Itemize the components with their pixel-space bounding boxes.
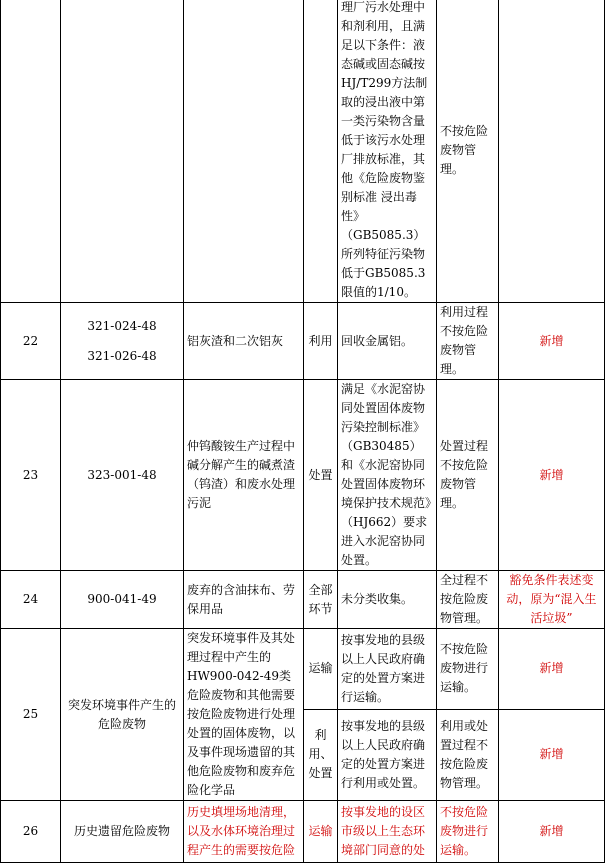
stage: 运输 (304, 629, 338, 710)
row-number: 26 (1, 801, 61, 863)
change-note: 新增 (499, 801, 605, 863)
row-number (1, 0, 61, 303)
waste-description: 突发环境事件及其处理过程中产生的HW900-042-49类危险废物和其他需要按危险废物进行处理处置的固体废物，以及事件现场遗留的其他危险废物和废弃危险化学品 (184, 629, 304, 801)
exemption-condition: 回收金属铝。 (338, 303, 437, 380)
waste-code-line: 321-026-48 (87, 349, 157, 363)
change-note: 豁免条件表述变动，原为“混入生活垃圾” (499, 571, 605, 629)
exemption-condition: 按事发地的县级以上人民政府确定的处置方案进行利用或处置。 (338, 709, 437, 800)
exemption-condition: 未分类收集。 (338, 571, 437, 629)
waste-name: 突发环境事件产生的危险废物 (61, 629, 184, 801)
table-row (1, 380, 605, 571)
row-number: 25 (1, 629, 61, 801)
stage: 利用、处置 (304, 709, 338, 800)
change-note: 新增 (499, 303, 605, 380)
exemption-condition: 满足《水泥窑协同处置固体废物污染控制标准》（GB30485）和《水泥窑协同处置固体废物环境保护技术规范》（HJ662）要求进入水泥窑协同处置。 (338, 380, 437, 571)
exemption-content: 处置过程不按危险废物管理。 (437, 380, 499, 571)
stage: 运输 (304, 801, 338, 863)
row-number: 24 (1, 571, 61, 629)
table-row (1, 801, 605, 863)
row-number: 23 (1, 380, 61, 571)
exemption-content: 不按危险废物进行运输。 (437, 629, 499, 710)
exemption-content: 不按危险废物进行运输。 (437, 801, 499, 863)
exemption-content: 利用过程不按危险废物管理。 (437, 303, 499, 380)
change-note: 新增 (499, 629, 605, 710)
exemption-condition: 按事发地的设区市级以上生态环境部门同意的处 (338, 801, 437, 863)
waste-code-line: 321-024-48 (87, 319, 157, 333)
table-row (1, 629, 605, 710)
stage: 全部环节 (304, 571, 338, 629)
table-row (1, 303, 605, 380)
waste-name (184, 0, 304, 303)
change-note: 新增 (499, 380, 605, 571)
table-row (1, 0, 605, 303)
change-note (499, 0, 605, 303)
waste-code: 900-041-49 (61, 571, 184, 629)
change-note: 新增 (499, 709, 605, 800)
table-row (1, 571, 605, 629)
waste-code (61, 0, 184, 303)
exemption-condition: 理厂污水处理中和剂利用，且满足以下条件：液态碱或固态碱按HJ/T299方法制取的浸出液中第一类污染物含量低于该污水处理厂排放标准，其他《危险废物鉴别标准 浸出毒性》（GB5085.3）所列特征污染物低于GB5085.3限值的1/10。 (338, 0, 437, 303)
stage: 利用 (304, 303, 338, 380)
exemption-content: 利用或处置过程不按危险废物管理。 (437, 709, 499, 800)
stage: 处置 (304, 380, 338, 571)
exemption-content: 不按危险废物管理。 (437, 0, 499, 303)
waste-name: 历史遗留危险废物 (61, 801, 184, 863)
stage (304, 0, 338, 303)
waste-code (61, 303, 184, 380)
exemption-content: 全过程不按危险废物管理。 (437, 571, 499, 629)
waste-code: 323-001-48 (61, 380, 184, 571)
waste-description: 历史填埋场地清理，以及水体环境治理过程产生的需要按危险 (184, 801, 304, 863)
waste-name: 废弃的含油抹布、劳保用品 (184, 571, 304, 629)
waste-name: 仲钨酸铵生产过程中碱分解产生的碱煮渣（钨渣）和废水处理污泥 (184, 380, 304, 571)
exemption-condition: 按事发地的县级以上人民政府确定的处置方案进行运输。 (338, 629, 437, 710)
waste-name: 铝灰渣和二次铝灰 (184, 303, 304, 380)
row-number: 22 (1, 303, 61, 380)
